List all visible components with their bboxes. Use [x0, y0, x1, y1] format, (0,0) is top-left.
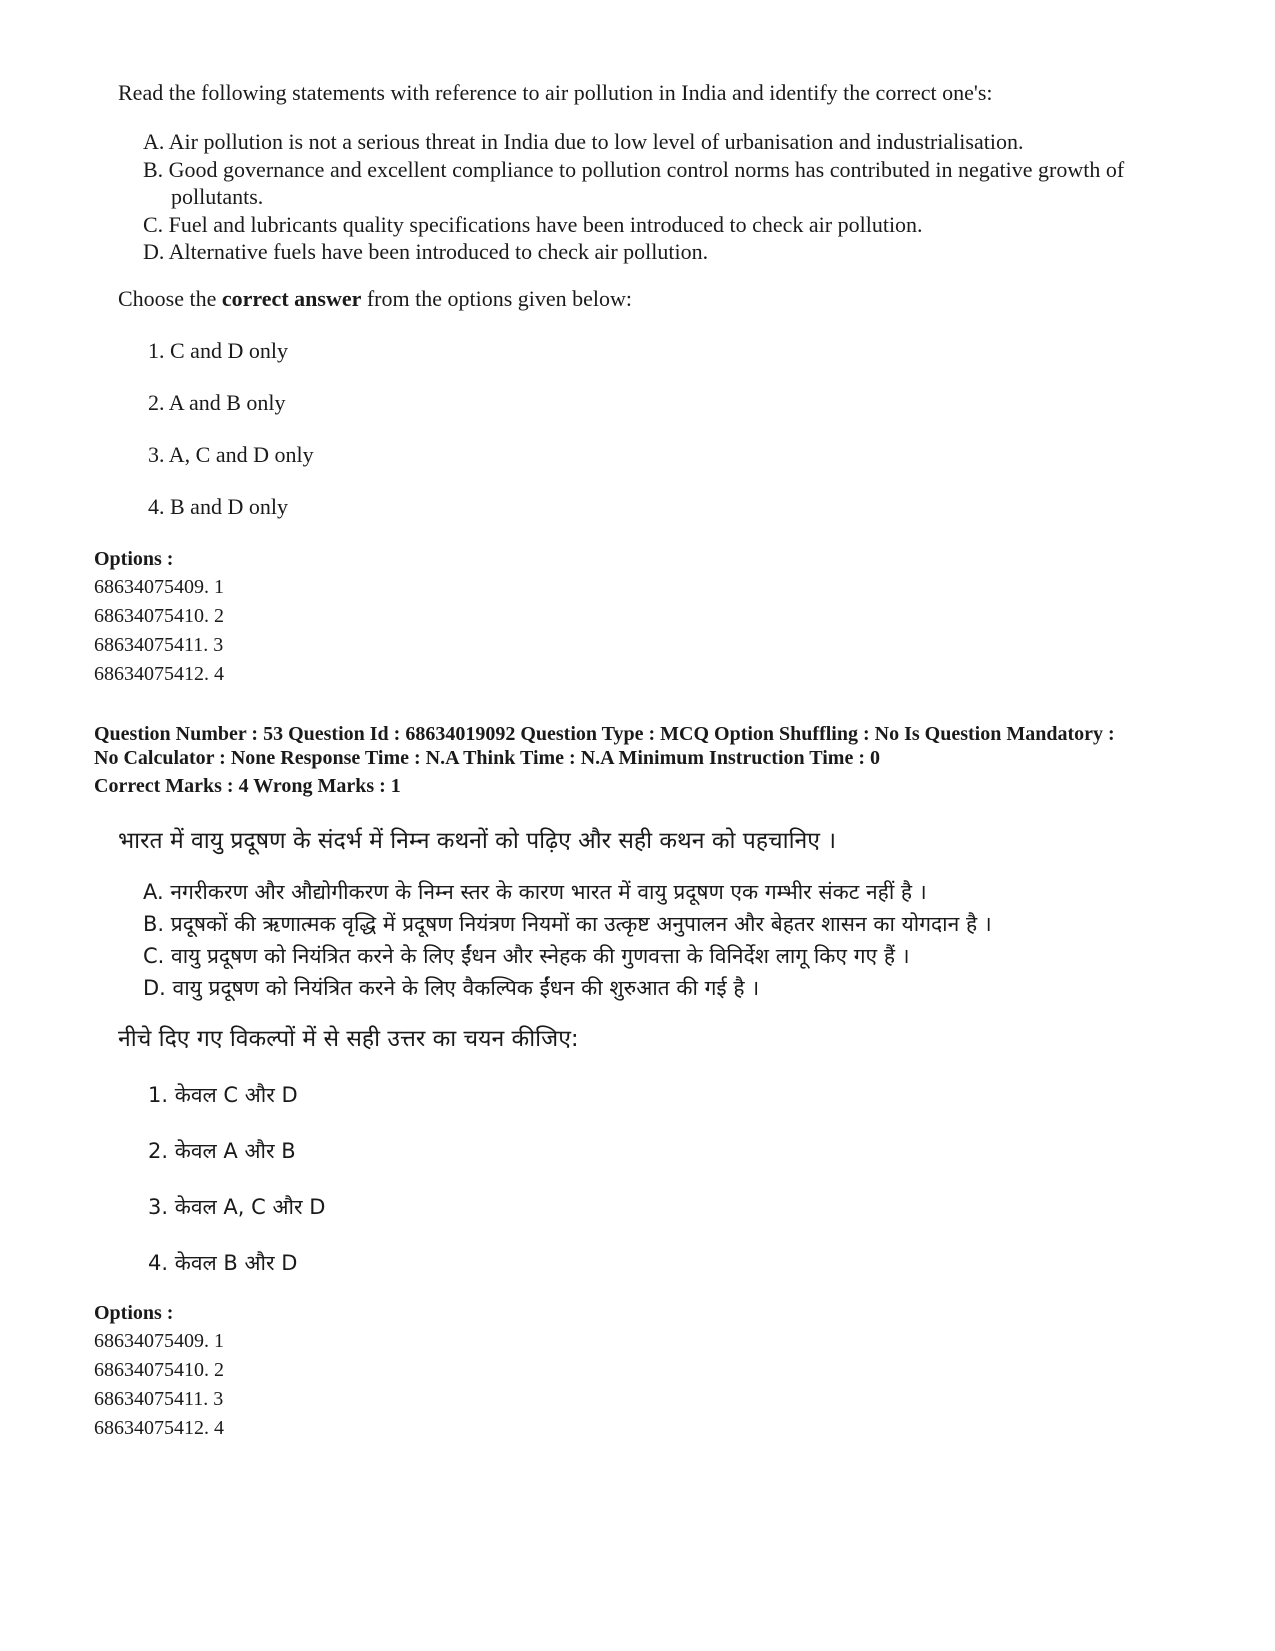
statement-d: D. Alternative fuels have been introduced to check air pollution. — [143, 239, 709, 264]
statement-b: B. Good governance and excellent compliance to pollution control norms has contributed in negative growth of pollutants. — [143, 156, 1125, 209]
answer-1: 1. C and D only — [148, 338, 288, 363]
options-list — [94, 573, 224, 689]
question-stem: Read the following statements with reference to air pollution in India and identify the correct one's: — [118, 80, 993, 105]
statement-d-hindi: D. वायु प्रदूषण को नियंत्रित करने के लिए वैकल्पिक ईंधन की शुरुआत की गई है । — [143, 976, 760, 1000]
statement-c-hindi: C. वायु प्रदूषण को नियंत्रित करने के लिए ईंधन और स्नेहक की गुणवत्ता के विनिर्देश लागू किए गए हैं । — [143, 944, 910, 968]
question-meta-line-2: No Calculator : None Response Time : N.A Think Time : N.A Minimum Instruction Time : 0 — [94, 747, 880, 769]
option-item: 68634075409. 1 — [94, 576, 224, 598]
question-marks: Correct Marks : 4 Wrong Marks : 1 — [94, 775, 401, 797]
choose-instruction — [118, 284, 1198, 314]
options-list — [94, 1327, 224, 1443]
answer-3-hindi: 3. केवल A, C और D — [148, 1195, 326, 1219]
answer-4: 4. B and D only — [148, 494, 288, 519]
statement-list — [143, 128, 1143, 266]
statement-list-hindi — [143, 876, 1273, 1004]
option-item: 68634075412. 4 — [94, 663, 224, 685]
statement-a-hindi: A. नगरीकरण और औद्योगीकरण के निम्न स्तर के कारण भारत में वायु प्रदूषण एक गम्भीर संकट नहीं है । — [143, 880, 927, 904]
question-stem-hindi: भारत में वायु प्रदूषण के संदर्भ में निम्न कथनों को पढ़िए और सही कथन को पहचानिए । — [118, 828, 837, 854]
answer-4-hindi: 4. केवल B और D — [148, 1251, 298, 1275]
choose-prefix: Choose the — [118, 286, 222, 311]
option-item: 68634075411. 3 — [94, 1388, 224, 1410]
option-item: 68634075410. 2 — [94, 605, 224, 627]
answer-1-hindi: 1. केवल C और D — [148, 1083, 298, 1107]
answer-3: 3. A, C and D only — [148, 442, 314, 467]
option-item: 68634075411. 3 — [94, 634, 224, 656]
question-meta — [94, 722, 1264, 770]
choose-suffix: from the options given below: — [361, 286, 633, 311]
choose-bold: correct answer — [221, 286, 362, 311]
statement-c: C. Fuel and lubricants quality specifications have been introduced to check air pollution. — [143, 211, 923, 237]
option-item: 68634075409. 1 — [94, 1330, 224, 1352]
options-label: Options : — [94, 1302, 174, 1324]
option-item: 68634075412. 4 — [94, 1417, 224, 1439]
option-item: 68634075410. 2 — [94, 1359, 224, 1381]
choose-instruction-hindi: नीचे दिए गए विकल्पों में से सही उत्तर का चयन कीजिए: — [118, 1026, 579, 1052]
answer-2: 2. A and B only — [148, 390, 286, 415]
question-meta-line-1: Question Number : 53 Question Id : 68634019092 Question Type : MCQ Option Shuffling : No Is Question Mandatory : — [94, 723, 1115, 745]
answer-2-hindi: 2. केवल A और B — [148, 1139, 296, 1163]
statement-a: A. Air pollution is not a serious threat in India due to low level of urbanisation and industrialisation. — [143, 129, 1024, 154]
options-label: Options : — [94, 548, 174, 570]
statement-b-hindi: B. प्रदूषकों की ऋणात्मक वृद्धि में प्रदूषण नियंत्रण नियमों का उत्कृष्ट अनुपालन और बेहतर शासन का योगदान है । — [143, 912, 992, 936]
